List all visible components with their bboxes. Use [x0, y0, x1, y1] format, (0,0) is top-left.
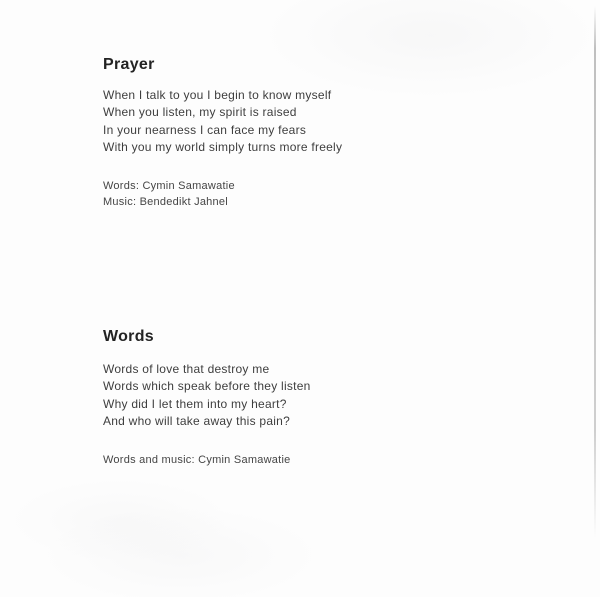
song-title: Words	[103, 328, 154, 345]
credit-line-music: Music: Bendedikt Jahnel	[103, 196, 228, 208]
lyric-line: Words which speak before they listen	[103, 379, 311, 394]
credits-block	[103, 178, 235, 210]
page-edge-scan-line	[594, 6, 596, 538]
credits-block	[103, 452, 291, 468]
lyric-line: Why did I let them into my heart?	[103, 396, 287, 411]
credit-line-words: Words: Cymin Samawatie	[103, 180, 235, 192]
lyric-line: In your nearness I can face my fears	[103, 122, 307, 137]
lyric-line: And who will take away this pain?	[103, 413, 291, 428]
lyric-line: When you listen, my spirit is raised	[103, 105, 297, 120]
credit-line-words-and-music: Words and music: Cymin Samawatie	[103, 454, 291, 466]
lyric-line: With you my world simply turns more freely	[103, 139, 343, 154]
lyrics-block	[103, 87, 342, 156]
song-title: Prayer	[103, 56, 155, 73]
lyric-line: Words of love that destroy me	[103, 362, 270, 376]
lyrics-block	[103, 361, 311, 430]
lyric-line: When I talk to you I begin to know myself	[103, 88, 332, 102]
